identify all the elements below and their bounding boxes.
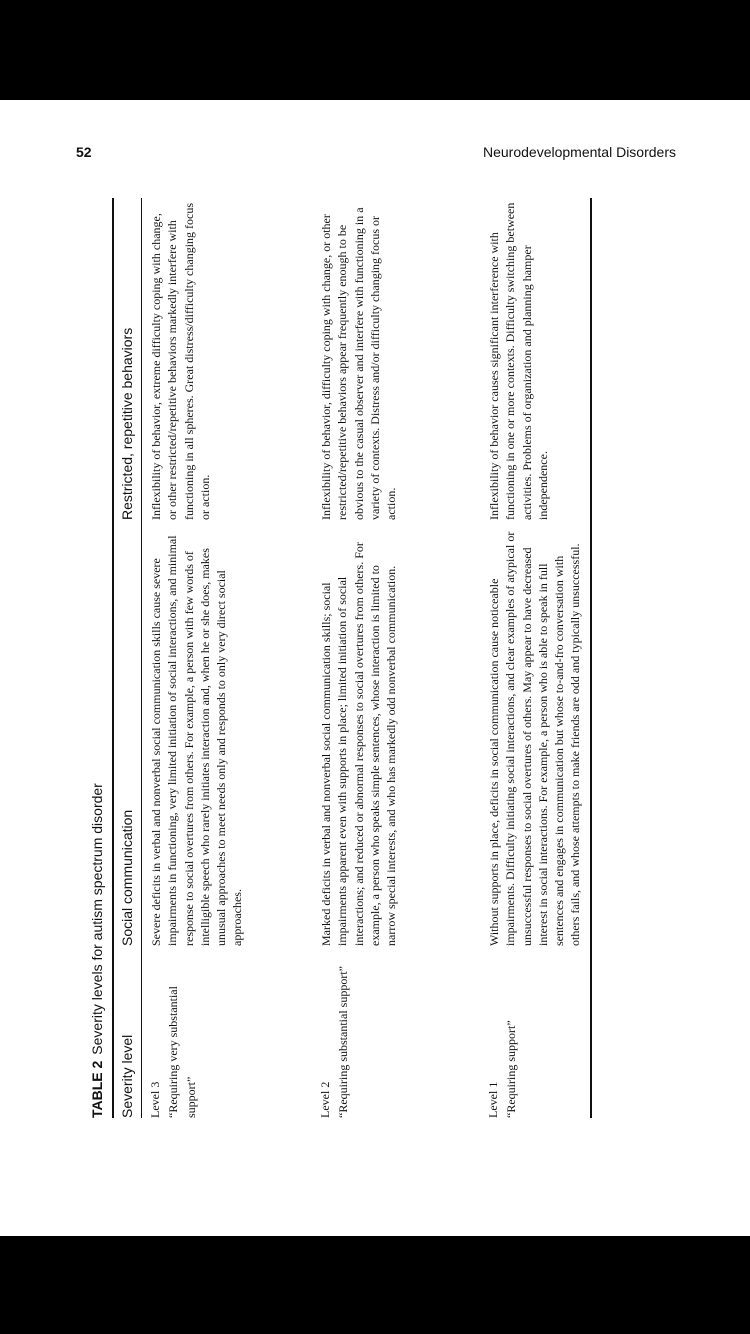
table-label: TABLE 2 bbox=[89, 1060, 105, 1118]
table-row-level-3-rrb: Inflexibility of behavior, extreme difficulty coping with change, or other restricted/repetitive behaviors markedly interfere with functioning in all spheres. Great distress/difficulty changing focus or action. bbox=[149, 202, 212, 520]
running-head: Neurodevelopmental Disorders bbox=[483, 144, 676, 160]
book-page bbox=[0, 100, 750, 1236]
header-rule bbox=[141, 198, 142, 1118]
table-row-level-2-social: Marked deficits in verbal and nonverbal social communication skills; social impairments apparent even with supports in place; limited initiation of social interactions; and reduced or abnormal responses to social overtures from others. For example, a person who speaks simple sentences, whose interaction is limited to narrow special interests, and who has markedly odd nonverbal communication. bbox=[319, 542, 399, 946]
support-label: “Requiring very substantial support” bbox=[166, 986, 198, 1118]
table-title-text: Severity levels for autism spectrum disorder bbox=[89, 783, 105, 1055]
table-title bbox=[84, 783, 110, 1118]
level-label: Level 2 bbox=[318, 1081, 332, 1118]
table-row-level-1-social: Without supports in place, deficits in social communication cause noticeable impairments. Difficulty initiating social interactions, and clear examples of atypical or unsuccessful responses to social overtures of others. May appear to have decreased interest in social interactions. For example, a person who is able to speak in full sentences and engages in communication but whose to-and-fro conversation with others fails, and whose attempts to make friends are odd and typically unsuccessful. bbox=[487, 531, 583, 946]
support-label: “Requiring support” bbox=[504, 1020, 518, 1118]
level-label: Level 3 bbox=[148, 1081, 162, 1118]
level-label: Level 1 bbox=[486, 1081, 500, 1118]
column-header-severity: Severity level bbox=[119, 1034, 135, 1118]
column-header-rrb: Restricted, repetitive behaviors bbox=[119, 327, 135, 520]
table-top-rule bbox=[112, 198, 114, 1118]
page-number: 52 bbox=[76, 144, 92, 160]
table-row-level-2-severity bbox=[316, 953, 352, 1118]
table-row-level-2-rrb: Inflexibility of behavior, difficulty coping with change, or other restricted/repetitive behaviors appear frequently enough to be obvious to the casual observer and interfere with functioning in a variety of contexts. Distress and/or difficulty changing focus or action. bbox=[319, 207, 399, 520]
support-label: “Requiring substantial support” bbox=[336, 966, 350, 1118]
table-bottom-rule bbox=[590, 198, 592, 1118]
table-row-level-1-rrb: Inflexibility of behavior causes significant interference with functioning in one or more contexts. Difficulty switching between activities. Problems of organization and planning hamper independence. bbox=[487, 202, 550, 520]
table-row-level-1-severity bbox=[484, 953, 520, 1118]
table-row-level-3-social: Severe deficits in verbal and nonverbal social communication skills cause severe impairments in functioning, very limited initiation of social interactions, and minimal response to social overtures from others. For example, a person with few words of intelligible speech who rarely initiates interaction and, when he or she does, makes unusual approaches to meet needs only and responds to only very direct social approaches. bbox=[149, 535, 245, 946]
severity-table bbox=[80, 198, 592, 1118]
column-header-social: Social communication bbox=[119, 809, 135, 946]
table-row-level-3-severity bbox=[146, 953, 200, 1118]
